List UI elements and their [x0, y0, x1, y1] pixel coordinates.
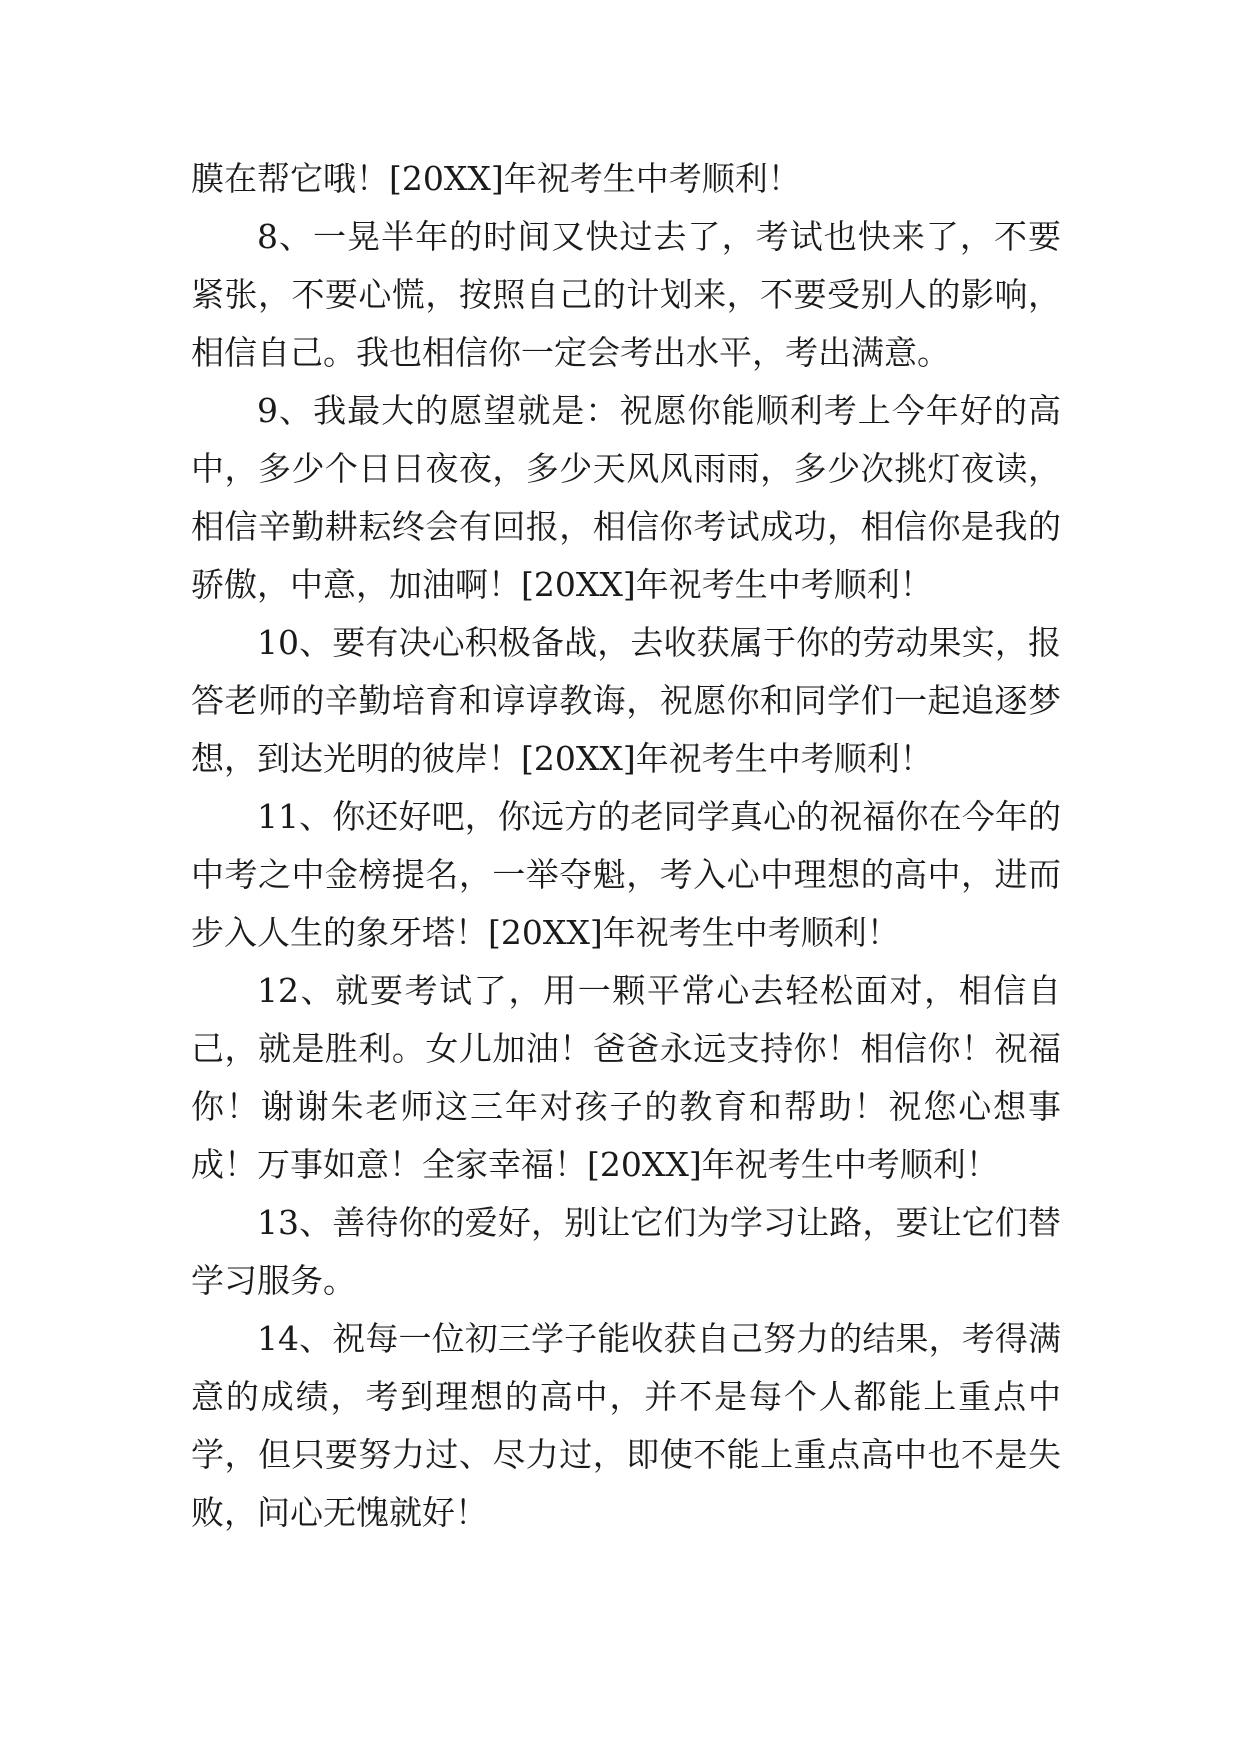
paragraph-10: 10、要有决心积极备战，去收获属于你的劳动果实，报答老师的辛勤培育和谆谆教诲，祝愿你和同学们一起追逐梦想，到达光明的彼岸！[20XX]年祝考生中考顺利！ [191, 623, 1061, 778]
paragraph-11: 11、你还好吧，你远方的老同学真心的祝福你在今年的中考之中金榜提名，一举夺魁，考入心中理想的高中，进而步入人生的象牙塔！[20XX]年祝考生中考顺利！ [191, 797, 1061, 952]
paragraph-12: 12、就要考试了，用一颗平常心去轻松面对，相信自己，就是胜利。女儿加油！爸爸永远支持你！相信你！祝福你！谢谢朱老师这三年对孩子的教育和帮助！祝您心想事成！万事如意！全家幸福！[20XX]年祝考生中考顺利！ [191, 971, 1061, 1184]
paragraph-13: 13、善待你的爱好，别让它们为学习让路，要让它们替学习服务。 [191, 1203, 1061, 1300]
paragraph-14: 14、祝每一位初三学子能收获自己努力的结果，考得满意的成绩，考到理想的高中，并不是每个人都能上重点中学，但只要努力过、尽力过，即使不能上重点高中也不是失败，问心无愧就好！ [191, 1319, 1061, 1532]
paragraph-9: 9、我最大的愿望就是：祝愿你能顺利考上今年好的高中，多少个日日夜夜，多少天风风雨雨，多少次挑灯夜读，相信辛勤耕耘终会有回报，相信你考试成功，相信你是我的骄傲，中意，加油啊！[20XX]年祝考生中考顺利！ [191, 391, 1061, 604]
paragraph-8: 8、一晃半年的时间又快过去了，考试也快来了，不要紧张，不要心慌，按照自己的计划来，不要受别人的影响，相信自己。我也相信你一定会考出水平，考出满意。 [191, 217, 1061, 372]
document-body [191, 150, 1061, 1542]
paragraph-continuation: 膜在帮它哦！[20XX]年祝考生中考顺利！ [191, 159, 801, 198]
